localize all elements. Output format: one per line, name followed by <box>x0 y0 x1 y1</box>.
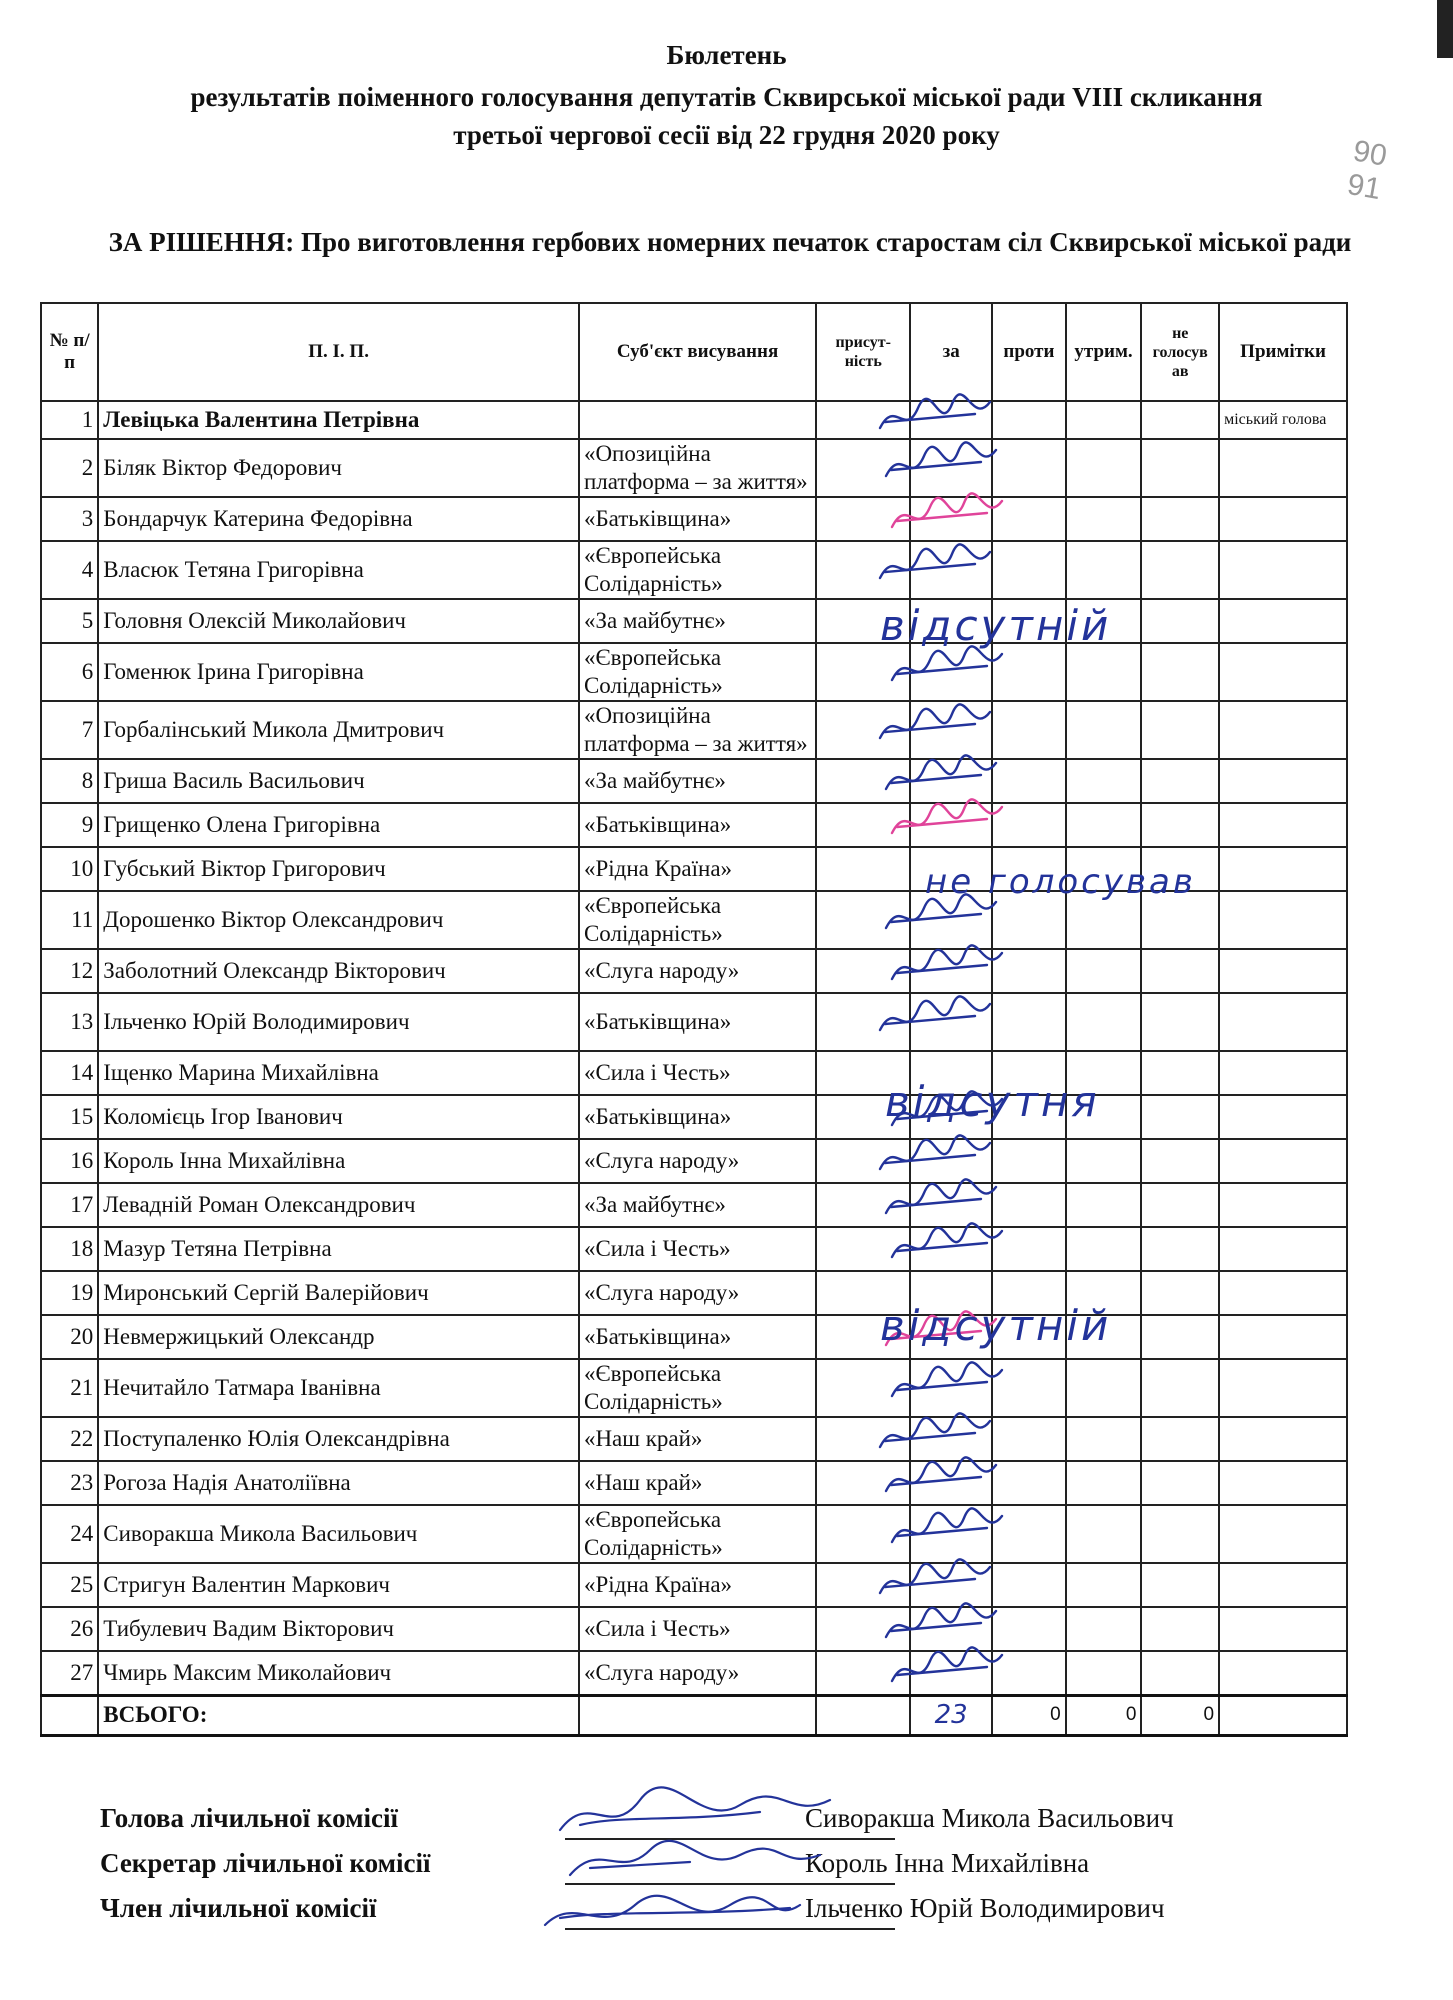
deputy-party: «Наш край» <box>579 1417 816 1461</box>
deputy-party: «Європейська Солідарність» <box>579 541 816 599</box>
row-number: 5 <box>41 599 98 643</box>
row-number: 2 <box>41 439 98 497</box>
total-presence-cell <box>816 1695 910 1735</box>
col-header-number: № п/п <box>41 303 98 401</box>
row-number: 27 <box>41 1651 98 1695</box>
deputy-party: «Рідна Країна» <box>579 847 816 891</box>
vote-abstain-cell <box>1066 1359 1142 1417</box>
deputy-party: «Опозиційна платформа – за життя» <box>579 439 816 497</box>
page-number-top: 90 <box>1350 134 1390 173</box>
vote-against-cell <box>992 643 1066 701</box>
notes-cell <box>1219 803 1347 847</box>
row-number: 25 <box>41 1563 98 1607</box>
vote-against-cell <box>992 1417 1066 1461</box>
col-header-not-voted: не голосув ав <box>1141 303 1219 401</box>
commission-person: Король Інна Михайлівна <box>805 1848 1090 1878</box>
vote-against-cell <box>992 1651 1066 1695</box>
deputy-name: Стригун Валентин Маркович <box>98 1563 579 1607</box>
presence-cell <box>816 1359 910 1417</box>
notes-cell <box>1219 1051 1347 1095</box>
presence-cell <box>816 541 910 599</box>
vote-for-cell <box>910 1227 992 1271</box>
deputy-name: Левіцька Валентина Петрівна <box>98 401 579 439</box>
presence-cell <box>816 1607 910 1651</box>
notes-cell <box>1219 497 1347 541</box>
deputy-party: «Батьківщина» <box>579 497 816 541</box>
deputy-name: Заболотний Олександр Вікторович <box>98 949 579 993</box>
vote-for-cell <box>910 1139 992 1183</box>
vote-against-cell <box>992 1505 1066 1563</box>
table-row <box>41 541 1347 599</box>
table-row <box>41 1315 1347 1359</box>
vote-for-cell <box>910 759 992 803</box>
not-voted-cell <box>1141 949 1219 993</box>
row-number: 12 <box>41 949 98 993</box>
not-voted-cell <box>1141 1227 1219 1271</box>
deputy-name: Поступаленко Юлія Олександрівна <box>98 1417 579 1461</box>
deputy-name: Коломієць Ігор Іванович <box>98 1095 579 1139</box>
table-row <box>41 1227 1347 1271</box>
vote-abstain-cell <box>1066 803 1142 847</box>
notes-cell <box>1219 1651 1347 1695</box>
vote-for-cell <box>910 1417 992 1461</box>
total-abstain: 0 <box>1066 1695 1142 1735</box>
notes-cell <box>1219 759 1347 803</box>
deputy-party: «Слуга народу» <box>579 1651 816 1695</box>
deputy-party: «За майбутнє» <box>579 599 816 643</box>
vote-for-cell <box>910 1563 992 1607</box>
col-header-name: П. І. П. <box>98 303 579 401</box>
row-number: 14 <box>41 1051 98 1095</box>
table-row <box>41 1651 1347 1695</box>
table-header-row <box>41 303 1347 401</box>
vote-against-cell <box>992 1227 1066 1271</box>
vote-abstain-cell <box>1066 1461 1142 1505</box>
deputy-party: «Європейська Солідарність» <box>579 1359 816 1417</box>
deputy-party: «Слуга народу» <box>579 1271 816 1315</box>
deputy-party: «Слуга народу» <box>579 1139 816 1183</box>
vote-against-cell <box>992 701 1066 759</box>
table-row <box>41 1271 1347 1315</box>
notes-cell <box>1219 1607 1347 1651</box>
notes-cell <box>1219 599 1347 643</box>
not-voted-cell <box>1141 1461 1219 1505</box>
col-header-against: проти <box>992 303 1066 401</box>
presence-cell <box>816 497 910 541</box>
notes-cell <box>1219 1227 1347 1271</box>
col-header-notes: Примітки <box>1219 303 1347 401</box>
vote-for-cell <box>910 1607 992 1651</box>
row-number: 11 <box>41 891 98 949</box>
table-row <box>41 1051 1347 1095</box>
deputy-name: Грищенко Олена Григорівна <box>98 803 579 847</box>
presence-cell <box>816 401 910 439</box>
deputy-name: Тибулевич Вадим Вікторович <box>98 1607 579 1651</box>
row-number: 19 <box>41 1271 98 1315</box>
not-voted-cell <box>1141 701 1219 759</box>
deputy-name: Губський Віктор Григорович <box>98 847 579 891</box>
table-row <box>41 949 1347 993</box>
voting-table <box>40 302 1348 1737</box>
document-session-date: третьої чергової сесії від 22 грудня 2020 року <box>453 120 1000 150</box>
presence-cell <box>816 1417 910 1461</box>
presence-cell <box>816 1563 910 1607</box>
notes-cell <box>1219 643 1347 701</box>
decision-title: ЗА РІШЕННЯ: Про виготовлення гербових номерних печаток старостам сіл Сквирської міської ради <box>108 227 1352 257</box>
total-label: ВСЬОГО: <box>98 1695 579 1735</box>
vote-abstain-cell <box>1066 401 1142 439</box>
vote-against-cell <box>992 949 1066 993</box>
notes-cell <box>1219 949 1347 993</box>
deputy-name: Дорошенко Віктор Олександрович <box>98 891 579 949</box>
notes-cell <box>1219 1505 1347 1563</box>
vote-abstain-cell <box>1066 701 1142 759</box>
deputy-name: Чмирь Максим Миколайович <box>98 1651 579 1695</box>
notes-cell <box>1219 701 1347 759</box>
commission-chair <box>100 1800 1360 1840</box>
table-row <box>41 1095 1347 1139</box>
table-row <box>41 439 1347 497</box>
table-row <box>41 401 1347 439</box>
vote-against-cell <box>992 497 1066 541</box>
vote-abstain-cell <box>1066 1227 1142 1271</box>
notes-cell <box>1219 439 1347 497</box>
deputy-name: Гоменюк Ірина Григорівна <box>98 643 579 701</box>
total-not-voted: 0 <box>1141 1695 1219 1735</box>
notes-cell <box>1219 1139 1347 1183</box>
vote-abstain-cell <box>1066 1417 1142 1461</box>
deputy-party: «Батьківщина» <box>579 1095 816 1139</box>
row-number: 4 <box>41 541 98 599</box>
deputy-name: Біляк Віктор Федорович <box>98 439 579 497</box>
notes-cell <box>1219 1417 1347 1461</box>
deputy-party: «За майбутнє» <box>579 1183 816 1227</box>
handwritten-absent-row5: відсутній <box>880 601 1112 650</box>
deputy-name: Гриша Василь Васильович <box>98 759 579 803</box>
row-number: 21 <box>41 1359 98 1417</box>
deputy-party: «Рідна Країна» <box>579 1563 816 1607</box>
signature-line <box>565 1838 895 1840</box>
vote-against-cell <box>992 1139 1066 1183</box>
presence-cell <box>816 1139 910 1183</box>
deputy-party: «Опозиційна платформа – за життя» <box>579 701 816 759</box>
vote-for-cell <box>910 1461 992 1505</box>
handwritten-page-number <box>1345 134 1426 213</box>
row-number: 17 <box>41 1183 98 1227</box>
presence-cell <box>816 439 910 497</box>
table-row <box>41 1607 1347 1651</box>
not-voted-cell <box>1141 1563 1219 1607</box>
commission-member <box>100 1890 1360 1930</box>
row-number: 26 <box>41 1607 98 1651</box>
notes-cell <box>1219 847 1347 891</box>
col-header-abstain: утрим. <box>1066 303 1142 401</box>
row-number: 6 <box>41 643 98 701</box>
vote-abstain-cell <box>1066 949 1142 993</box>
notes-cell <box>1219 993 1347 1051</box>
deputy-name: Бондарчук Катерина Федорівна <box>98 497 579 541</box>
deputy-name: Мазур Тетяна Петрівна <box>98 1227 579 1271</box>
deputy-party: «За майбутнє» <box>579 759 816 803</box>
deputy-name: Невмержицький Олександр <box>98 1315 579 1359</box>
vote-for-cell <box>910 439 992 497</box>
vote-against-cell <box>992 993 1066 1051</box>
presence-cell <box>816 643 910 701</box>
vote-for-cell <box>910 497 992 541</box>
vote-abstain-cell <box>1066 1183 1142 1227</box>
vote-abstain-cell <box>1066 497 1142 541</box>
deputy-name: Горбалінський Микола Дмитрович <box>98 701 579 759</box>
deputy-name: Миронський Сергій Валерійович <box>98 1271 579 1315</box>
deputy-party: «Європейська Солідарність» <box>579 891 816 949</box>
col-header-party: Суб'єкт висування <box>579 303 816 401</box>
presence-cell <box>816 1505 910 1563</box>
vote-for-cell <box>910 1183 992 1227</box>
presence-cell <box>816 1183 910 1227</box>
deputy-name: Левадній Роман Олександрович <box>98 1183 579 1227</box>
vote-against-cell <box>992 1359 1066 1417</box>
not-voted-cell <box>1141 497 1219 541</box>
not-voted-cell <box>1141 643 1219 701</box>
vote-for-cell <box>910 949 992 993</box>
not-voted-cell <box>1141 803 1219 847</box>
not-voted-cell <box>1141 1505 1219 1563</box>
deputy-party: «Сила і Честь» <box>579 1607 816 1651</box>
vote-for-cell <box>910 701 992 759</box>
deputy-name: Власюк Тетяна Григорівна <box>98 541 579 599</box>
commission-role: Голова лічильної комісії <box>100 1803 398 1833</box>
deputy-party: «Наш край» <box>579 1461 816 1505</box>
presence-cell <box>816 993 910 1051</box>
vote-abstain-cell <box>1066 643 1142 701</box>
vote-for-cell <box>910 993 992 1051</box>
deputy-name: Ільченко Юрій Володимирович <box>98 993 579 1051</box>
row-number: 16 <box>41 1139 98 1183</box>
row-number: 3 <box>41 497 98 541</box>
not-voted-cell <box>1141 1183 1219 1227</box>
not-voted-cell <box>1141 1051 1219 1095</box>
deputy-name: Сиворакша Микола Васильович <box>98 1505 579 1563</box>
deputy-party: «Слуга народу» <box>579 949 816 993</box>
not-voted-cell <box>1141 1095 1219 1139</box>
vote-against-cell <box>992 541 1066 599</box>
total-blank-cell <box>41 1695 98 1735</box>
handwritten-absent-row14: відсутня <box>885 1077 1100 1126</box>
page-number-bottom: 91 <box>1344 167 1384 207</box>
deputy-name: Король Інна Михайлівна <box>98 1139 579 1183</box>
row-number: 10 <box>41 847 98 891</box>
deputy-party: «Сила і Честь» <box>579 1051 816 1095</box>
presence-cell <box>816 759 910 803</box>
notes-cell <box>1219 1271 1347 1315</box>
total-notes-cell <box>1219 1695 1347 1735</box>
deputy-party: «Сила і Честь» <box>579 1227 816 1271</box>
table-row <box>41 1359 1347 1417</box>
not-voted-cell <box>1141 401 1219 439</box>
presence-cell <box>816 1651 910 1695</box>
notes-cell <box>1219 1315 1347 1359</box>
row-number: 1 <box>41 401 98 439</box>
total-against: 0 <box>992 1695 1066 1735</box>
row-number: 18 <box>41 1227 98 1271</box>
total-row <box>41 1695 1347 1735</box>
commission-person: Сиворакша Микола Васильович <box>805 1803 1174 1833</box>
vote-against-cell <box>992 1461 1066 1505</box>
presence-cell <box>816 701 910 759</box>
table-row <box>41 1417 1347 1461</box>
presence-cell <box>816 1461 910 1505</box>
handwritten-absent-row19: відсутній <box>880 1301 1112 1350</box>
vote-against-cell <box>992 401 1066 439</box>
table-row <box>41 643 1347 701</box>
vote-abstain-cell <box>1066 1139 1142 1183</box>
not-voted-cell <box>1141 1271 1219 1315</box>
vote-for-cell <box>910 1651 992 1695</box>
document-title: Бюлетень <box>666 40 787 70</box>
notes-cell <box>1219 1359 1347 1417</box>
vote-against-cell <box>992 1183 1066 1227</box>
deputy-name: Іщенко Марина Михайлівна <box>98 1051 579 1095</box>
table-row <box>41 803 1347 847</box>
notes-cell: міський голова <box>1219 401 1347 439</box>
table-row <box>41 1505 1347 1563</box>
table-row <box>41 599 1347 643</box>
vote-abstain-cell <box>1066 1607 1142 1651</box>
row-number: 13 <box>41 993 98 1051</box>
col-header-presence: присут- ність <box>816 303 910 401</box>
table-row <box>41 1183 1347 1227</box>
deputy-name: Нечитайло Татмара Іванівна <box>98 1359 579 1417</box>
vote-abstain-cell <box>1066 1505 1142 1563</box>
col-header-for: за <box>910 303 992 401</box>
total-for: 23 <box>910 1695 992 1735</box>
table-row <box>41 1461 1347 1505</box>
vote-abstain-cell <box>1066 759 1142 803</box>
table-row <box>41 759 1347 803</box>
commission-secretary <box>100 1845 1360 1885</box>
signature-line <box>565 1928 895 1930</box>
deputy-party: «Європейська Солідарність» <box>579 1505 816 1563</box>
table-row <box>41 497 1347 541</box>
notes-cell <box>1219 891 1347 949</box>
notes-cell <box>1219 1095 1347 1139</box>
commission-person: Ільченко Юрій Володимирович <box>805 1893 1165 1923</box>
not-voted-cell <box>1141 759 1219 803</box>
not-voted-cell <box>1141 993 1219 1051</box>
deputy-party: «Європейська Солідарність» <box>579 643 816 701</box>
vote-against-cell <box>992 1563 1066 1607</box>
vote-for-cell <box>910 401 992 439</box>
table-row <box>41 993 1347 1051</box>
commission-role: Член лічильної комісії <box>100 1893 377 1923</box>
row-number: 8 <box>41 759 98 803</box>
total-party-cell <box>579 1695 816 1735</box>
not-voted-cell <box>1141 1417 1219 1461</box>
deputy-party <box>579 401 816 439</box>
commission-role: Секретар лічильної комісії <box>100 1848 431 1878</box>
deputy-party: «Батьківщина» <box>579 993 816 1051</box>
vote-abstain-cell <box>1066 439 1142 497</box>
vote-for-cell <box>910 803 992 847</box>
notes-cell <box>1219 1183 1347 1227</box>
presence-cell <box>816 847 910 891</box>
row-number: 20 <box>41 1315 98 1359</box>
table-row <box>41 1139 1347 1183</box>
notes-cell <box>1219 541 1347 599</box>
notes-cell <box>1219 1461 1347 1505</box>
deputy-party: «Батьківщина» <box>579 803 816 847</box>
notes-cell <box>1219 1563 1347 1607</box>
deputy-party: «Батьківщина» <box>579 1315 816 1359</box>
presence-cell <box>816 1227 910 1271</box>
table-row <box>41 1563 1347 1607</box>
not-voted-cell <box>1141 541 1219 599</box>
vote-abstain-cell <box>1066 541 1142 599</box>
presence-cell <box>816 949 910 993</box>
vote-against-cell <box>992 439 1066 497</box>
signature-line <box>565 1883 895 1885</box>
not-voted-cell <box>1141 1651 1219 1695</box>
deputy-name: Рогоза Надія Анатоліївна <box>98 1461 579 1505</box>
not-voted-cell <box>1141 1315 1219 1359</box>
row-number: 7 <box>41 701 98 759</box>
vote-abstain-cell <box>1066 1651 1142 1695</box>
row-number: 15 <box>41 1095 98 1139</box>
deputy-name: Головня Олексій Миколайович <box>98 599 579 643</box>
row-number: 23 <box>41 1461 98 1505</box>
vote-abstain-cell <box>1066 993 1142 1051</box>
presence-cell <box>816 891 910 949</box>
not-voted-cell <box>1141 439 1219 497</box>
vote-for-cell <box>910 1505 992 1563</box>
handwritten-not-voted-row10: не голосував <box>925 862 1196 902</box>
row-number: 24 <box>41 1505 98 1563</box>
presence-cell <box>816 803 910 847</box>
not-voted-cell <box>1141 1607 1219 1651</box>
vote-against-cell <box>992 803 1066 847</box>
vote-for-cell <box>910 1359 992 1417</box>
vote-against-cell <box>992 1607 1066 1651</box>
row-number: 9 <box>41 803 98 847</box>
vote-for-cell <box>910 541 992 599</box>
vote-for-cell <box>910 643 992 701</box>
not-voted-cell <box>1141 1359 1219 1417</box>
row-number: 22 <box>41 1417 98 1461</box>
not-voted-cell <box>1141 599 1219 643</box>
table-row <box>41 701 1347 759</box>
not-voted-cell <box>1141 1139 1219 1183</box>
document-subtitle: результатів поіменного голосування депутатів Сквирської міської ради VIII скликання <box>190 82 1263 112</box>
vote-against-cell <box>992 759 1066 803</box>
vote-abstain-cell <box>1066 1563 1142 1607</box>
